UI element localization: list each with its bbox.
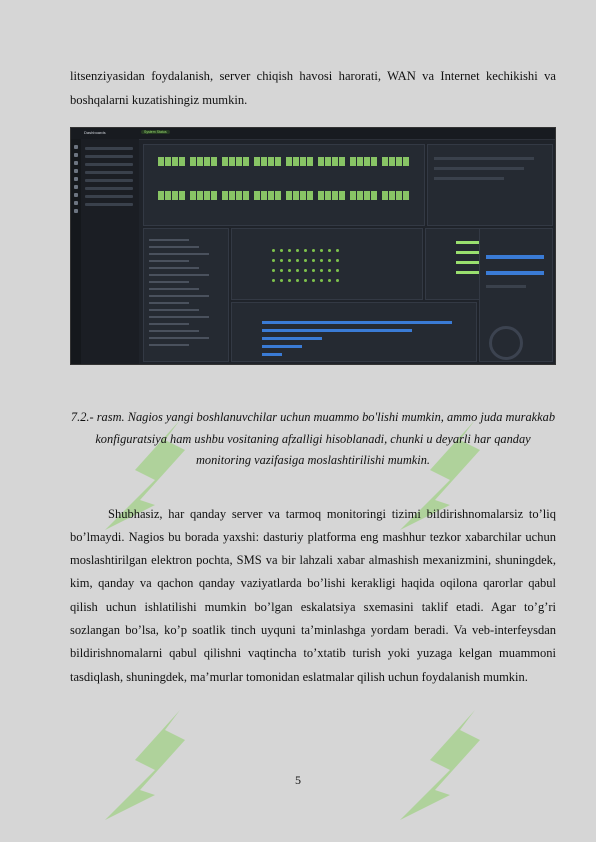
- notification-row: [486, 285, 526, 288]
- service-status-dot: [296, 249, 299, 252]
- service-status-dot: [280, 269, 283, 272]
- service-status-dot: [304, 269, 307, 272]
- host-status-cell: [275, 191, 281, 200]
- host-status-cell: [204, 191, 210, 200]
- host-status-cell: [371, 191, 377, 200]
- host-status-cell: [222, 191, 228, 200]
- watermark-logo: [380, 670, 500, 830]
- host-status-cell: [332, 191, 338, 200]
- host-status-cell: [318, 191, 324, 200]
- notification-button: [486, 271, 544, 275]
- host-status-cell: [243, 157, 249, 166]
- gauge-widget: [489, 326, 523, 360]
- host-status-cell: [261, 191, 267, 200]
- top-paragraph: litsenziyasidan foydalanish, server chiqish havosi harorati, WAN va Internet kechikishi va boshqalarni kuzatishingiz mumkin.: [70, 68, 556, 107]
- host-status-cell: [190, 157, 196, 166]
- host-status-cell: [222, 157, 228, 166]
- host-status-cell: [179, 191, 185, 200]
- service-status-dot: [320, 279, 323, 282]
- service-status-dot: [272, 249, 275, 252]
- traffic-chart-panel: [231, 302, 477, 362]
- service-status-dot: [336, 259, 339, 262]
- host-status-cell: [325, 157, 331, 166]
- host-grid-panel: [143, 144, 425, 226]
- host-status-cell: [300, 191, 306, 200]
- host-status-cell: [286, 157, 292, 166]
- nav-item: [85, 187, 133, 190]
- nav-item: [85, 147, 133, 150]
- dashboard-icon-rail: [71, 139, 81, 364]
- host-status-cell: [364, 157, 370, 166]
- service-status-dot: [296, 279, 299, 282]
- host-status-cell: [229, 191, 235, 200]
- host-status-cell: [261, 157, 267, 166]
- metric-row: [149, 309, 199, 311]
- metric-row: [149, 316, 209, 318]
- host-status-cell: [396, 157, 402, 166]
- host-status-cell: [300, 157, 306, 166]
- service-status-dot: [336, 249, 339, 252]
- metric-row: [149, 288, 199, 290]
- host-status-cell: [229, 157, 235, 166]
- host-status-cell: [211, 157, 217, 166]
- server-metrics-panel: [143, 228, 229, 362]
- watermark-logo: [85, 670, 205, 830]
- host-status-cell: [357, 157, 363, 166]
- host-status-cell: [197, 157, 203, 166]
- host-status-cell: [172, 191, 178, 200]
- services-panel: [231, 228, 423, 300]
- host-status-cell: [179, 157, 185, 166]
- nagios-dashboard-screenshot: [70, 127, 556, 365]
- service-status-dot: [280, 259, 283, 262]
- alert-row: [434, 167, 524, 170]
- latest-alerts-panel: [427, 144, 553, 226]
- service-status-dot: [328, 269, 331, 272]
- host-status-cell: [254, 191, 260, 200]
- service-status-dot: [336, 279, 339, 282]
- metric-row: [149, 281, 189, 283]
- help-icon: [74, 209, 78, 213]
- nav-item: [85, 203, 133, 206]
- host-status-cell: [211, 191, 217, 200]
- host-status-cell: [190, 191, 196, 200]
- service-status-dot: [312, 269, 315, 272]
- host-status-cell: [275, 157, 281, 166]
- service-status-dot: [312, 259, 315, 262]
- host-status-cell: [396, 191, 402, 200]
- host-status-cell: [325, 191, 331, 200]
- host-status-cell: [293, 191, 299, 200]
- host-status-cell: [158, 157, 164, 166]
- host-status-cell: [371, 157, 377, 166]
- metric-row: [149, 253, 209, 255]
- home-icon: [74, 145, 78, 149]
- host-status-cell: [307, 157, 313, 166]
- host-status-cell: [350, 157, 356, 166]
- host-status-cell: [236, 191, 242, 200]
- service-status-dot: [280, 279, 283, 282]
- traffic-bar: [262, 337, 322, 340]
- service-status-dot: [288, 249, 291, 252]
- host-status-cell: [165, 157, 171, 166]
- service-status-dot: [272, 269, 275, 272]
- traffic-bar: [262, 345, 302, 348]
- dashboard-nav: [81, 139, 139, 364]
- host-status-cell: [403, 191, 409, 200]
- service-status-dot: [320, 269, 323, 272]
- service-status-dot: [304, 249, 307, 252]
- figure-caption: 7.2.- rasm. Nagios yangi boshlanuvchilar uchun muammo bo'lishi mumkin, ammo juda murakkab konfiguratsiya ham ushbu vositaning afzalligi hisoblanadi, chunki u deyarli har qanday monitoring vazifasiga moslashtirilishi mumkin.: [70, 410, 556, 468]
- metric-row: [149, 330, 199, 332]
- host-status-cell: [357, 191, 363, 200]
- notification-button: [486, 255, 544, 259]
- metric-row: [149, 344, 189, 346]
- host-status-cell: [382, 157, 388, 166]
- service-status-dot: [288, 259, 291, 262]
- list-icon: [74, 201, 78, 205]
- nav-item: [85, 155, 133, 158]
- host-status-cell: [364, 191, 370, 200]
- host-status-cell: [339, 157, 345, 166]
- metric-row: [149, 323, 189, 325]
- host-status-cell: [268, 191, 274, 200]
- host-status-cell: [318, 157, 324, 166]
- host-status-cell: [307, 191, 313, 200]
- metric-row: [149, 246, 199, 248]
- chart-icon: [74, 161, 78, 165]
- alert-row: [434, 157, 534, 160]
- service-status-dot: [272, 279, 275, 282]
- eye-icon: [74, 153, 78, 157]
- service-status-dot: [304, 279, 307, 282]
- service-status-dot: [328, 279, 331, 282]
- host-status-cell: [332, 157, 338, 166]
- dashboard-topbar: [71, 128, 555, 140]
- alert-row: [434, 177, 504, 180]
- host-status-cell: [172, 157, 178, 166]
- metric-row: [149, 274, 209, 276]
- metric-row: [149, 295, 209, 297]
- service-status-dot: [328, 249, 331, 252]
- service-status-dot: [296, 259, 299, 262]
- page-number: 5: [295, 773, 301, 787]
- host-status-cell: [389, 157, 395, 166]
- metric-row: [149, 267, 199, 269]
- service-status-dot: [304, 259, 307, 262]
- host-status-cell: [254, 157, 260, 166]
- gear-icon: [74, 169, 78, 173]
- host-status-cell: [286, 191, 292, 200]
- metric-row: [149, 260, 189, 262]
- service-status-dot: [288, 279, 291, 282]
- service-status-dot: [312, 249, 315, 252]
- system-status-badge: System Status: [141, 130, 170, 134]
- user-icon: [74, 185, 78, 189]
- traffic-bar: [262, 321, 452, 324]
- metric-row: [149, 337, 209, 339]
- service-status-dot: [312, 279, 315, 282]
- dashboard-title: Dashboards: [84, 130, 106, 135]
- host-status-cell: [158, 191, 164, 200]
- nav-item: [85, 163, 133, 166]
- host-status-cell: [236, 157, 242, 166]
- nav-item: [85, 195, 133, 198]
- host-status-cell: [268, 157, 274, 166]
- traffic-bar: [262, 353, 282, 356]
- metric-row: [149, 239, 189, 241]
- service-status-dot: [296, 269, 299, 272]
- host-status-cell: [204, 157, 210, 166]
- metric-row: [149, 302, 189, 304]
- service-status-dot: [336, 269, 339, 272]
- host-status-cell: [165, 191, 171, 200]
- host-status-cell: [339, 191, 345, 200]
- service-status-dot: [272, 259, 275, 262]
- host-status-cell: [389, 191, 395, 200]
- host-status-cell: [403, 157, 409, 166]
- traffic-bar: [262, 329, 412, 332]
- nav-item: [85, 179, 133, 182]
- service-status-dot: [328, 259, 331, 262]
- host-status-cell: [350, 191, 356, 200]
- host-status-cell: [243, 191, 249, 200]
- host-status-cell: [293, 157, 299, 166]
- wrench-icon: [74, 193, 78, 197]
- nav-item: [85, 171, 133, 174]
- host-status-cell: [382, 191, 388, 200]
- host-status-cell: [197, 191, 203, 200]
- service-status-dot: [320, 259, 323, 262]
- service-status-dot: [280, 249, 283, 252]
- service-status-dot: [320, 249, 323, 252]
- body-paragraph: Shubhasiz, har qanday server va tarmoq monitoringi tizimi bildirishnomalarsiz to’liq bo’lmaydi. Nagios bu borada yaxshi: dasturiy platforma eng mashhur tezkor xabarchilar uchun moslashtirilgan elektron pochta, SMS va bir lahzali xabar almashish mexanizmini, shuningdek, kim, qanday va qachon qanday vaziyatlarda bo’lishi kerakligi haqida oqilona qarorlar qabul qilish uchun ishlatilishi mumkin bo’lgan eskalatsiya sxemasini taklif etadi. Agar to’g’ri sozlangan bo’lsa, ko’p soatlik tinch uyquni ta’minlashga yordam beradi. Va veb-interfeysdan bildirishnomalarni qabul qilishni vaqtincha to’xtatib turish yoki yuzaga kelgan muammoni tasdiqlash, shuningdek, ma’murlar tomonidan eslatmalar qilish uchun foydalanish mumkin.: [70, 506, 556, 684]
- service-status-dot: [288, 269, 291, 272]
- bell-icon: [74, 177, 78, 181]
